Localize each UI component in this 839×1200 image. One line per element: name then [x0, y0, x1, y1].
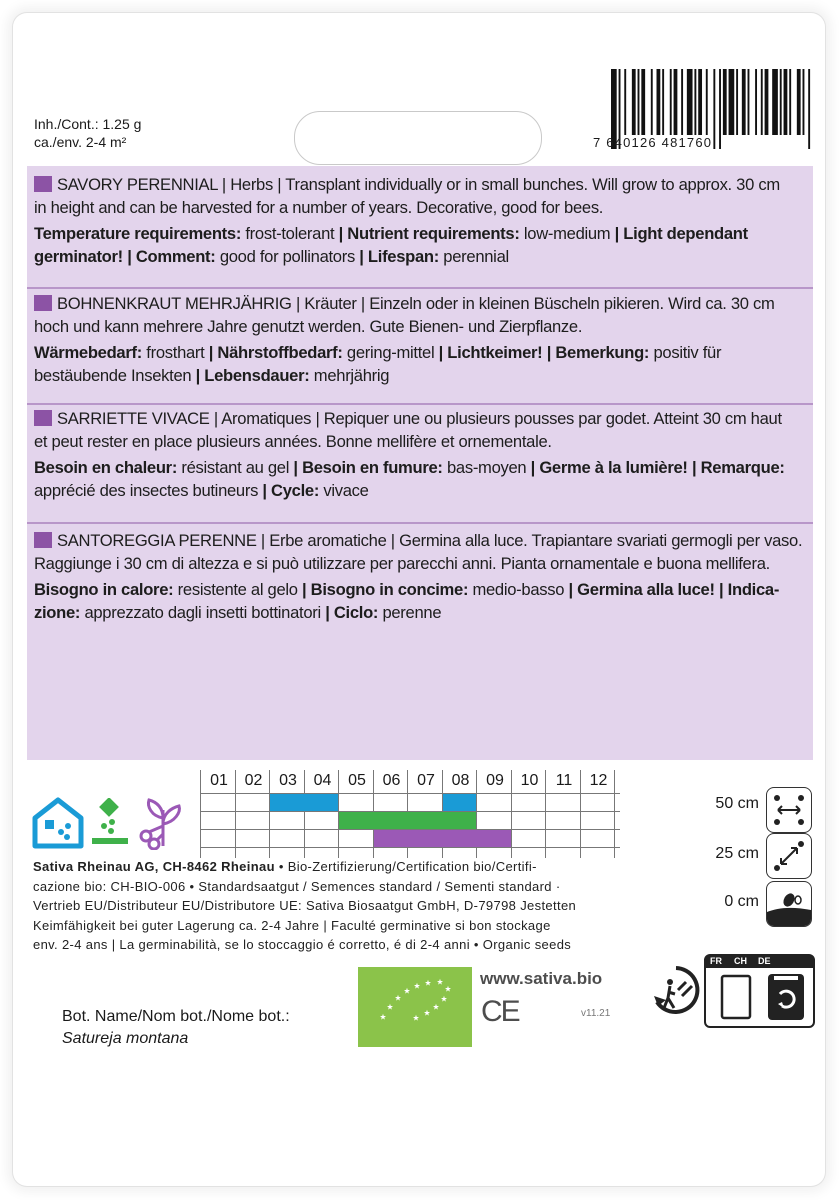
- section-line: zione: apprezzato dagli insetti bottinatori | Ciclo: perenne: [34, 603, 442, 622]
- eu-organic-leaf-icon: [358, 967, 472, 1047]
- calendar-gridline: [304, 770, 305, 858]
- barcode-bar: [765, 69, 769, 135]
- section-line: SAVORY PERENNIAL | Herbs | Transplant individually or in small bunches. Will grow to approx. 30 cm: [34, 173, 806, 196]
- barcode-bar: [698, 69, 702, 135]
- barcode-bar: [674, 69, 678, 135]
- section-line: SARRIETTE VIVACE | Aromatiques | Repiquer une ou plusieurs pousses par godet. Atteint 30 cm haut: [34, 407, 806, 430]
- barcode-bar: [706, 69, 708, 135]
- month-label: 12: [589, 772, 608, 789]
- botanical-label: Bot. Name/Nom bot./Nome bot.:: [62, 1008, 290, 1025]
- section-line: SANTOREGGIA PERENNE | Erbe aromatiche | Germina alla luce. Trapiantare svariati germogli per vaso.: [34, 529, 806, 552]
- barcode-bar: [632, 69, 636, 135]
- barcode-bar: [687, 69, 693, 135]
- month-label: 11: [555, 772, 573, 789]
- depth-0-icon: [766, 881, 812, 927]
- month-label: 02: [244, 772, 263, 789]
- section-marker: [34, 295, 52, 311]
- barcode-bar: [803, 69, 805, 135]
- divider: [27, 287, 813, 289]
- coverage-area: ca./env. 2-4 m²: [34, 134, 127, 150]
- section-line: BOHNENKRAUT MEHRJÄHRIG | Kräuter | Einzeln oder in kleinen Büscheln pikieren. Wird ca. 30 cm: [34, 292, 806, 315]
- section-line: bestäubende Insekten | Lebensdauer: mehrjährig: [34, 366, 390, 385]
- bin-icon: [766, 972, 806, 1022]
- barcode-bar: [772, 69, 778, 135]
- month-label: 04: [313, 772, 332, 789]
- barcode-bar: [784, 69, 788, 135]
- month-label: 09: [486, 772, 504, 789]
- calendar-gridline: [614, 770, 615, 858]
- calendar-bar-harvest: [374, 830, 511, 847]
- calendar-gridline: [545, 770, 546, 858]
- hang-hole: [294, 111, 542, 165]
- spacing-25-label: 25 cm: [715, 845, 759, 862]
- barcode-bar: [736, 69, 738, 135]
- section-marker: [34, 176, 52, 192]
- botanical-name: Satureja montana: [62, 1030, 189, 1047]
- barcode-bar: [761, 69, 763, 135]
- section-line: germinator! | Comment: good for pollinators | Lifespan: perennial: [34, 247, 509, 266]
- section-line: in height and can be harvested for a number of years. Decorative, good for bees.: [34, 198, 604, 217]
- calendar-gridline: [200, 847, 620, 848]
- calendar-gridline: [580, 770, 581, 858]
- calendar-gridline: [269, 770, 270, 858]
- calendar-gridline: [511, 770, 512, 858]
- month-label: 01: [210, 772, 228, 789]
- sowing-calendar: [200, 770, 620, 860]
- month-label: 07: [417, 772, 435, 789]
- section-en: [34, 173, 806, 268]
- barcode-bar: [755, 69, 757, 135]
- section-it: [34, 529, 806, 624]
- company-line: env. 2-4 ans | La germinabilità, se lo stoccaggio é corretto, é di 2-4 anni • Organic seeds: [33, 937, 572, 952]
- barcode-bar: [657, 69, 661, 135]
- website-link[interactable]: www.sativa.bio: [480, 969, 603, 988]
- triman-icon: [648, 962, 704, 1018]
- barcode-bar: [651, 69, 653, 135]
- section-line: Wärmebedarf: frosthart | Nährstoffbedarf: gering-mittel | Lichtkeimer! | Bemerkung: positiv für: [34, 343, 722, 362]
- ce-mark: CE: [481, 995, 519, 1028]
- company-line: Keimfähigkeit bei guter Lagerung ca. 2-4 Jahre | Faculté germinative si bon stockage: [33, 917, 551, 933]
- section-line: Besoin en chaleur: résistant au gel | Besoin en fumure: bas-moyen | Germe à la lumière! | Remarque:: [34, 458, 785, 477]
- spacing-25-icon: [766, 833, 812, 879]
- barcode-number: 7 640126 481760: [593, 135, 713, 150]
- calendar-bar-sowing-indoor: [270, 794, 338, 811]
- greenhouse-icon: [31, 796, 85, 850]
- depth-0-label: 0 cm: [724, 893, 759, 910]
- spacing-50-icon: [766, 787, 812, 833]
- spacing-50-label: 50 cm: [715, 795, 759, 812]
- calendar-gridline: [200, 793, 620, 794]
- packet-icon: [720, 974, 752, 1020]
- country-de: DE: [758, 956, 771, 966]
- barcode-bar: [624, 69, 626, 135]
- content-weight: Inh./Cont.: 1.25 g: [34, 116, 142, 132]
- company-line: Vertrieb EU/Distributeur EU/Distributore UE: Sativa Biosaatgut GmbH, D-79798 Jestetten: [33, 898, 577, 913]
- barcode-bar: [789, 69, 791, 135]
- month-label: 06: [382, 772, 401, 789]
- company-line: cazione bio: CH-BIO-006 • Standardsaatgut / Semences standard / Sementi standard ·: [33, 878, 561, 894]
- barcode-bar: [638, 69, 640, 135]
- calendar-gridline: [235, 770, 236, 858]
- country-ch: CH: [734, 956, 747, 966]
- barcode-bar: [780, 69, 782, 135]
- section-marker: [34, 532, 52, 548]
- calendar-bar-sowing-outdoor: [339, 812, 476, 829]
- harvest-icon: [137, 796, 189, 850]
- divider: [27, 522, 813, 524]
- month-label: 05: [348, 772, 366, 789]
- month-label: 10: [520, 772, 539, 789]
- sowing-outdoor-icon: [90, 798, 130, 848]
- barcode-bar: [662, 69, 664, 135]
- description-panel: [27, 166, 813, 760]
- barcode-bar: [797, 69, 801, 135]
- barcode-bar: [670, 69, 672, 135]
- company-line: Sativa Rheinau AG, CH-8462 Rheinau • Bio-Zertifizierung/Certification bio/Certifi-: [33, 859, 537, 874]
- section-line: Raggiunge i 30 cm di altezza e si può utilizzare per parecchi anni. Pianta ornamentale e buona mellifera.: [34, 554, 770, 573]
- section-fr: [34, 407, 806, 502]
- barcode-bar: [641, 69, 645, 135]
- calendar-bar-sowing-indoor: [443, 794, 477, 811]
- version-label: v11.21: [581, 1008, 611, 1019]
- section-line: Bisogno in calore: resistente al gelo | Bisogno in concime: medio-basso | Germina alla luce! | Indica-: [34, 580, 780, 599]
- month-label: 03: [279, 772, 297, 789]
- barcode-bar: [748, 69, 750, 135]
- barcode-bar: [723, 69, 727, 135]
- barcode-bar: [694, 69, 696, 135]
- divider: [27, 403, 813, 405]
- section-line: et peut rester en place plusieurs années. Bonne mellifère et ornementale.: [34, 432, 552, 451]
- country-fr: FR: [710, 956, 722, 966]
- barcode-bar: [742, 69, 746, 135]
- month-label: 08: [451, 772, 470, 789]
- section-line: Temperature requirements: frost-tolerant | Nutrient requirements: low-medium | Light dependant: [34, 224, 748, 243]
- section-marker: [34, 410, 52, 426]
- section-de: [34, 292, 806, 387]
- barcode-bar: [729, 69, 735, 135]
- calendar-gridline: [200, 770, 201, 858]
- recycling-info-box: [704, 954, 815, 1028]
- barcode-bar: [681, 69, 683, 135]
- section-line: apprécié des insectes butineurs | Cycle: vivace: [34, 481, 369, 500]
- section-line: hoch und kann mehrere Jahre genutzt werden. Gute Bienen- und Zierpflanze.: [34, 317, 583, 336]
